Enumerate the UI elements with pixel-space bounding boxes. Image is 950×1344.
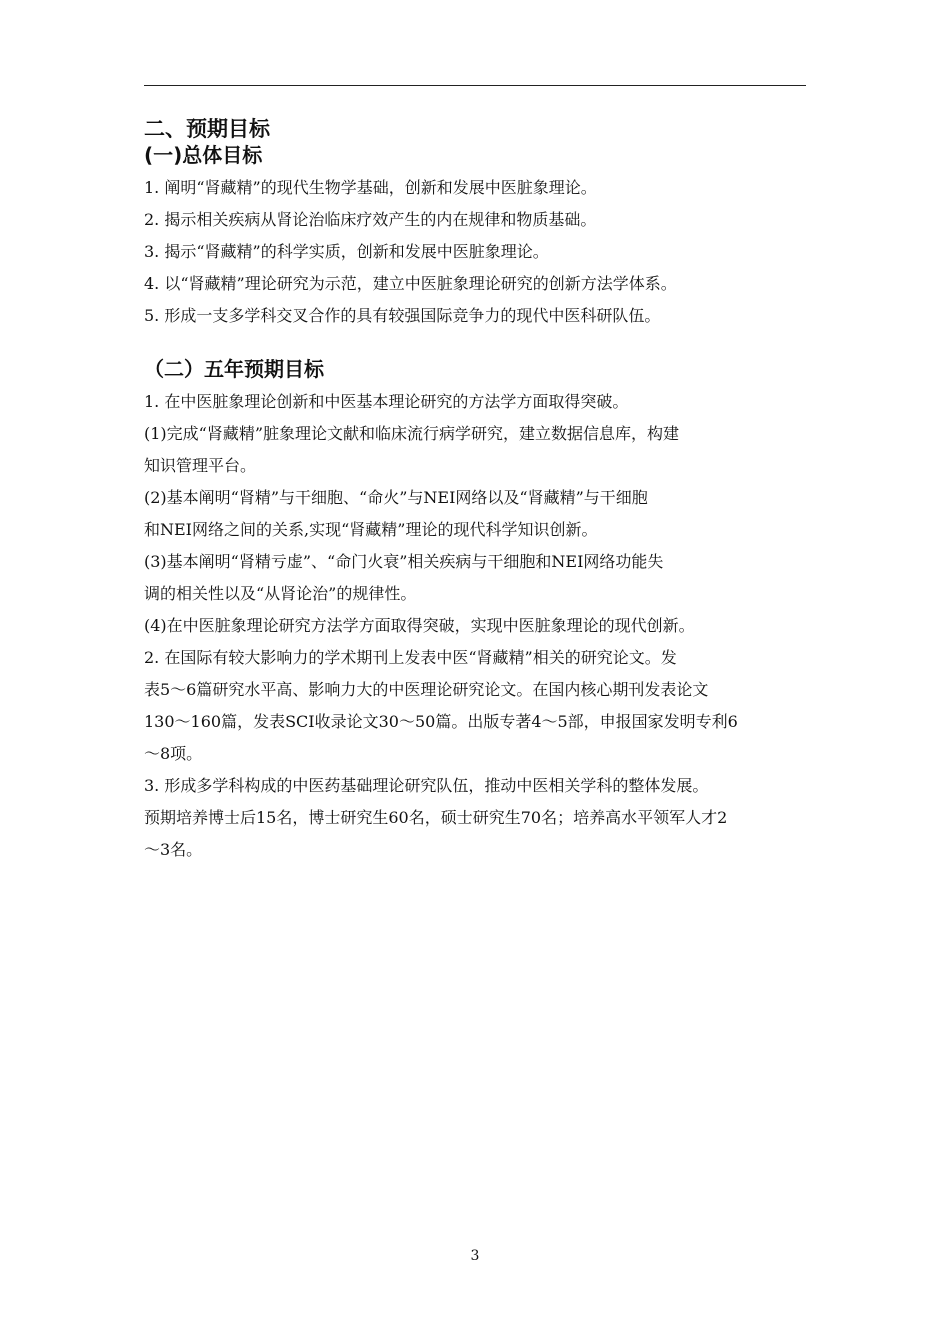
list-item: 5. 形成一支多学科交叉合作的具有较强国际竞争力的现代中医科研队伍。	[144, 306, 661, 325]
paragraph-line: 2. 在国际有较大影响力的学术期刊上发表中医“肾藏精”相关的研究论文。发	[144, 648, 677, 667]
subsection-title-overall-goals: (一)总体目标	[144, 143, 263, 167]
paragraph-line: 调的相关性以及“从肾论治”的规律性。	[144, 584, 417, 603]
paragraph-line: (1)完成“肾藏精”脏象理论文献和临床流行病学研究，建立数据信息库，构建	[144, 424, 680, 443]
paragraph-line: 和NEI网络之间的关系,实现“肾藏精”理论的现代科学知识创新。	[144, 520, 598, 539]
paragraph-line: (4)在中医脏象理论研究方法学方面取得突破，实现中医脏象理论的现代创新。	[144, 616, 695, 635]
header-rule	[144, 85, 806, 86]
list-item: 4. 以“肾藏精”理论研究为示范，建立中医脏象理论研究的创新方法学体系。	[144, 274, 677, 293]
paragraph-line: 预期培养博士后15名，博士研究生60名，硕士研究生70名；培养高水平领军人才2	[144, 808, 728, 827]
subsection-title-five-year-goals: （二）五年预期目标	[144, 357, 324, 381]
paragraph-line: (3)基本阐明“肾精亏虚”、“命门火衰”相关疾病与干细胞和NEI网络功能失	[144, 552, 664, 571]
paragraph-line: ～8项。	[144, 744, 203, 763]
list-item: 3. 揭示“肾藏精”的科学实质，创新和发展中医脏象理论。	[144, 242, 549, 261]
five-year-goals-text	[144, 386, 814, 866]
overall-goals-list	[144, 172, 814, 332]
paragraph-line: (2)基本阐明“肾精”与干细胞、“命火”与NEI网络以及“肾藏精”与干细胞	[144, 488, 648, 507]
page-number: 3	[470, 1248, 480, 1264]
paragraph-line: 1. 在中医脏象理论创新和中医基本理论研究的方法学方面取得突破。	[144, 392, 629, 411]
paragraph-line: 知识管理平台。	[144, 456, 257, 475]
paragraph-line: 130～160篇，发表SCI收录论文30～50篇。出版专著4～5部，申报国家发明专利6	[144, 712, 738, 731]
paragraph-line: 3. 形成多学科构成的中医药基础理论研究队伍，推动中医相关学科的整体发展。	[144, 776, 709, 795]
section-title: 二、预期目标	[144, 117, 270, 141]
document-body	[144, 116, 814, 866]
paragraph-line: 表5～6篇研究水平高、影响力大的中医理论研究论文。在国内核心期刊发表论文	[144, 680, 709, 699]
paragraph-line: ～3名。	[144, 840, 203, 859]
list-item: 2. 揭示相关疾病从肾论治临床疗效产生的内在规律和物质基础。	[144, 210, 597, 229]
list-item: 1. 阐明“肾藏精”的现代生物学基础，创新和发展中医脏象理论。	[144, 178, 597, 197]
